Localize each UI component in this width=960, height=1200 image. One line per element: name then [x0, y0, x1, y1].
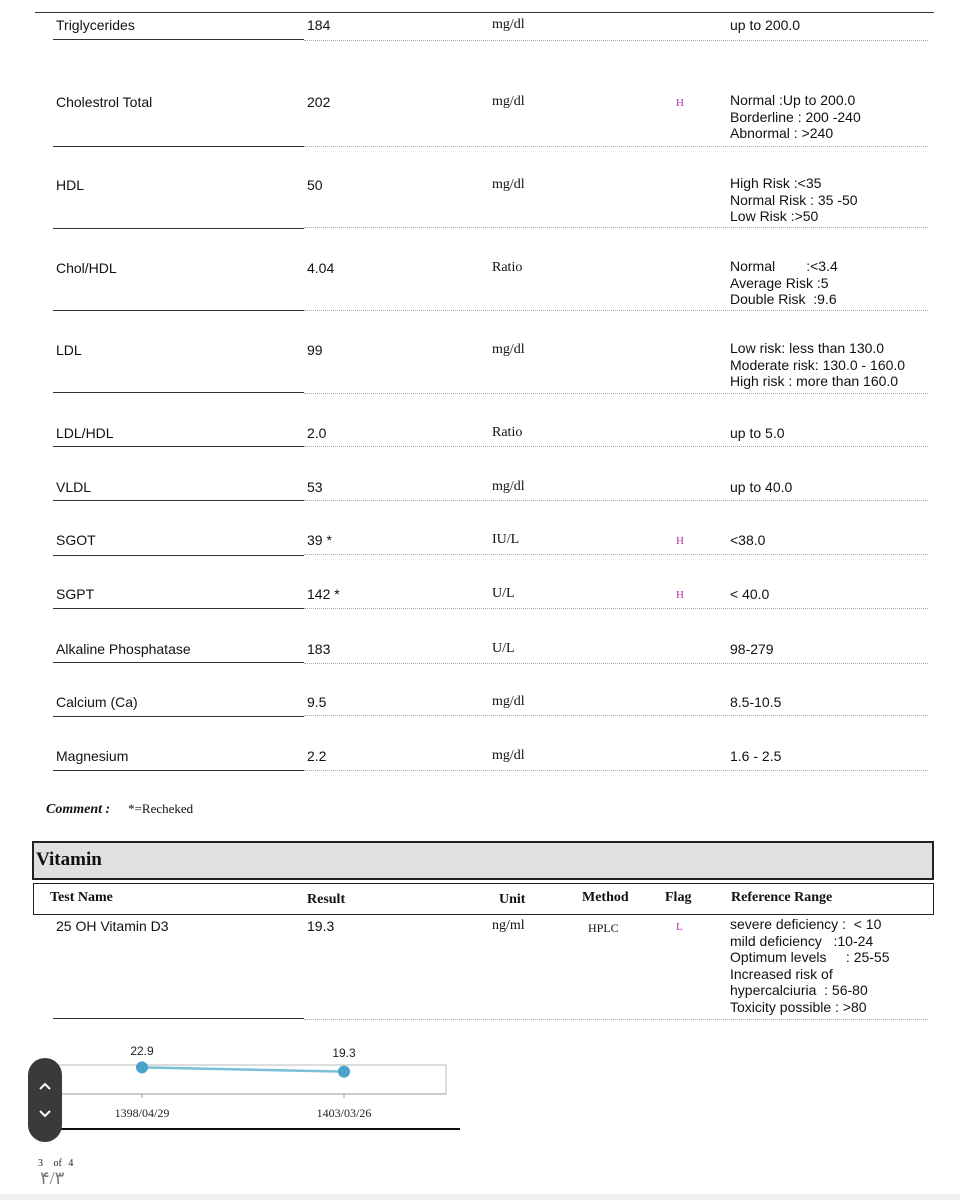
test-result: 2.0 [307, 425, 327, 441]
test-name: Alkaline Phosphatase [56, 641, 191, 657]
test-unit: mg/dl [492, 342, 525, 357]
row-dotted-line [304, 446, 928, 447]
chevron-down-icon [38, 1109, 52, 1119]
test-flag: H [676, 535, 684, 547]
row-underline [53, 146, 304, 147]
test-reference-range: up to 200.0 [730, 17, 801, 33]
test-result: 142 * [307, 586, 340, 602]
test-reference-range: Normal :<3.4 Average Risk :5 Double Risk :9.6 [730, 258, 838, 307]
test-unit: mg/dl [492, 177, 525, 192]
x-tick-label: 1403/03/26 [316, 1106, 372, 1120]
test-result: 39 * [307, 532, 332, 548]
test-result: 19.3 [307, 918, 335, 934]
row-dotted-line [304, 40, 928, 41]
test-unit: ng/ml [492, 918, 525, 933]
test-name: HDL [56, 177, 85, 193]
section-title: Vitamin [36, 849, 102, 870]
data-label: 19.3 [332, 1046, 356, 1060]
test-unit: U/L [492, 641, 515, 656]
page-nav-control [28, 1058, 62, 1142]
header-unit: Unit [499, 892, 526, 907]
page-total: 4 [68, 1158, 74, 1169]
series-line [142, 1067, 344, 1071]
test-reference-range: < 40.0 [730, 586, 770, 602]
comment [46, 800, 193, 818]
row-dotted-line [304, 715, 928, 716]
row-underline [53, 392, 304, 393]
row-dotted-line [304, 393, 928, 394]
row-dotted-line [304, 227, 928, 228]
top-rule [35, 12, 934, 13]
test-reference-range: 8.5-10.5 [730, 694, 782, 710]
test-method: HPLC [588, 921, 619, 935]
row-underline [53, 310, 304, 311]
test-name: Triglycerides [56, 17, 135, 33]
header-method: Method [582, 890, 629, 905]
test-reference-range: Low risk: less than 130.0 Moderate risk: 130.0 - 160.0 High risk : more than 160.0 [730, 340, 906, 389]
test-unit: IU/L [492, 532, 520, 547]
page-current: 3 [38, 1158, 43, 1169]
row-underline [53, 608, 304, 609]
data-point [136, 1061, 148, 1073]
header-test-name: Test Name [50, 890, 113, 905]
chevron-up-icon [38, 1081, 52, 1091]
trend-chart-svg [0, 1035, 470, 1135]
page-indicator-farsi: ۴/۳ [40, 1168, 65, 1188]
bottom-strip [0, 1194, 960, 1200]
test-name: VLDL [56, 479, 92, 495]
header-result: Result [307, 892, 346, 907]
row-dotted-line [304, 310, 928, 311]
test-result: 2.2 [307, 748, 327, 764]
test-flag: L [676, 921, 683, 933]
test-reference-range: up to 40.0 [730, 479, 793, 495]
vitamin-section-header [32, 841, 934, 880]
test-unit: Ratio [492, 260, 523, 275]
row-underline [53, 228, 304, 229]
row-underline [53, 555, 304, 556]
test-flag: H [676, 97, 684, 109]
page-indicator [38, 1158, 74, 1188]
test-flag: H [676, 589, 684, 601]
test-reference-range: <38.0 [730, 532, 766, 548]
test-unit: mg/dl [492, 748, 525, 763]
test-name: 25 OH Vitamin D3 [56, 918, 169, 934]
test-unit: U/L [492, 586, 515, 601]
vitamin-table-header [33, 883, 934, 915]
row-underline [53, 1018, 304, 1019]
data-label: 22.9 [130, 1044, 154, 1058]
row-underline [53, 662, 304, 663]
row-dotted-line [304, 500, 928, 501]
test-unit: Ratio [492, 425, 523, 440]
test-reference-range: 1.6 - 2.5 [730, 748, 782, 764]
test-result: 183 [307, 641, 331, 657]
row-dotted-line [304, 146, 928, 147]
row-underline [53, 770, 304, 771]
test-name: SGPT [56, 586, 95, 602]
test-name: Chol/HDL [56, 260, 117, 276]
previous-page-button[interactable] [33, 1074, 57, 1098]
test-reference-range: 98-279 [730, 641, 774, 657]
row-underline [53, 716, 304, 717]
test-unit: mg/dl [492, 94, 525, 109]
row-dotted-line [304, 1019, 928, 1020]
test-name: Calcium (Ca) [56, 694, 138, 710]
row-dotted-line [304, 663, 928, 664]
test-reference-range: severe deficiency : < 10 mild deficiency :10-24 Optimum levels : 25-55 Increased risk of hypercalciuria : 56-80 Toxicity possible : >80 [730, 916, 890, 1015]
row-dotted-line [304, 608, 928, 609]
test-result: 184 [307, 17, 331, 33]
x-tick-label: 1398/04/29 [114, 1106, 170, 1120]
test-name: LDL/HDL [56, 425, 114, 441]
vitamin-d3-trend-chart [0, 1035, 470, 1135]
test-reference-range: Normal :Up to 200.0 Borderline : 200 -240 Abnormal : >240 [730, 92, 861, 141]
test-unit: mg/dl [492, 17, 525, 32]
row-dotted-line [304, 770, 928, 771]
data-point [338, 1066, 350, 1078]
test-name: Cholestrol Total [56, 94, 153, 110]
test-name: Magnesium [56, 748, 129, 764]
test-result: 4.04 [307, 260, 335, 276]
row-underline [53, 446, 304, 447]
test-result: 50 [307, 177, 323, 193]
comment-text: *=Recheked [128, 801, 194, 816]
test-unit: mg/dl [492, 479, 525, 494]
next-page-button[interactable] [33, 1102, 57, 1126]
row-underline [53, 39, 304, 40]
row-underline [53, 500, 304, 501]
header-flag: Flag [665, 890, 692, 905]
test-result: 9.5 [307, 694, 327, 710]
header-reference-range: Reference Range [731, 890, 833, 905]
row-dotted-line [304, 554, 928, 555]
test-reference-range: High Risk :<35 Normal Risk : 35 -50 Low Risk :>50 [730, 175, 858, 224]
comment-label: Comment : [46, 802, 111, 817]
test-result: 202 [307, 94, 331, 110]
test-unit: mg/dl [492, 694, 525, 709]
test-reference-range: up to 5.0 [730, 425, 785, 441]
page-of-label: of [53, 1158, 62, 1169]
test-name: LDL [56, 342, 82, 358]
test-result: 99 [307, 342, 323, 358]
test-result: 53 [307, 479, 323, 495]
test-name: SGOT [56, 532, 96, 548]
